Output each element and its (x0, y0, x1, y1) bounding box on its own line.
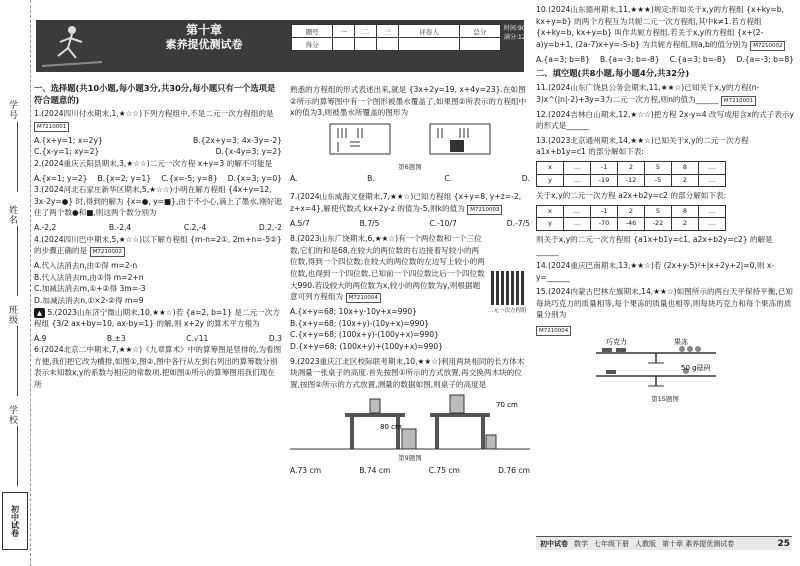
question-6-options (290, 173, 530, 185)
q1-option-b[interactable]: B.{2x+y=3; 4x-3y=-2} (193, 135, 282, 145)
t1-cell: -19 (591, 174, 618, 187)
question-11: 11.(2024山东广饶县公务会期末,11,★★☆)已知关于x,y的方程(n-3)x^(|n|-2)+3y=3为二元一次方程,则n的值为______ M7210001 (536, 82, 760, 104)
measure-80: 80 cm (380, 423, 402, 432)
t1-cell: … (564, 161, 591, 174)
t1-cell: 2 (618, 161, 645, 174)
q10-option-b[interactable]: B.{a=-3; b=-8} (599, 54, 660, 64)
t2-cell: -1 (591, 205, 618, 218)
q9-option-d[interactable]: D.76 cm (498, 465, 530, 475)
score-cell-1[interactable] (333, 38, 355, 51)
score-row-label: 得分 (292, 38, 333, 51)
q10-option-d[interactable]: D.{a=-3; b=8} (736, 54, 794, 64)
q10-option-a[interactable]: A.{a=3; b=8} (536, 54, 590, 64)
t2-cell: -46 (618, 218, 645, 231)
table-1 (536, 161, 726, 187)
question-12-text: 12.(2024吉林白山期末,12,★☆☆)把方程 2x-y=4 改写成用含x的式子表示y的形式是 (536, 109, 794, 131)
score-col-3: 三 (377, 25, 399, 38)
question-10-code: M7210002 (750, 41, 785, 51)
chapter-number: 第十章 (185, 23, 222, 37)
q8-option-b[interactable]: B.{x+y=68; (10x+y)-(10y+x)=990} (290, 318, 430, 328)
question-11-text: 11.(2024山东广饶县公务会期末,11,★★☆)已知关于x,y的方程(n-3)x^(|n|-2)+3y=3为二元一次方程,则n的值为 (536, 82, 760, 104)
t1-cell: -5 (645, 174, 672, 187)
section-fill-heading: 二、填空题(共8小题,每小题4分,共32分) (536, 68, 690, 79)
table-1-row-x (537, 161, 726, 174)
q4-option-c[interactable]: C.加减法消去m,①+②得 3m=-3 (34, 284, 146, 294)
table-1-row-y (537, 174, 726, 187)
t1-cell: … (699, 174, 726, 187)
table-2 (536, 205, 726, 231)
question-3-options (34, 222, 282, 234)
t1-cell: x (537, 161, 564, 174)
test-title: 素养提优测试卷 (165, 38, 243, 51)
question-1-code: M7210001 (34, 122, 69, 132)
question-8-text: 8.(2023山东广饶期末,6,★★☆)有一个两位数和一个三位数,它们的和是68,在较大的两位数的右边接着写较小的两位数,得到一个四位数;在较大的两位数的左边写上较小的两位数,也得到一个四位数.已知前一个四位数比后一个四位数大990.若设较大的两位数为x,较小的两位数为y,则根据题意可列方程组为 (290, 234, 485, 302)
figure-9-caption: 第9题图 (398, 454, 422, 463)
t2-cell: y (537, 218, 564, 231)
score-col-grader: 评卷人 (399, 25, 459, 38)
t1-cell: 5 (645, 161, 672, 174)
score-col-1: 一 (333, 25, 355, 38)
score-cell-total[interactable] (459, 38, 500, 51)
score-col-total: 总分 (459, 25, 500, 38)
q3-option-b[interactable]: B.-2,4 (108, 222, 132, 232)
class-label: 班级 (7, 305, 17, 325)
q3-option-c[interactable]: C.2,-4 (183, 222, 207, 232)
chapter-header (36, 20, 538, 86)
q7-option-d[interactable]: D.-7/5 (506, 218, 530, 228)
q1-option-c[interactable]: C.{x-y=1; xy=2} (34, 147, 100, 157)
q6-option-c[interactable]: C. (444, 174, 453, 184)
balance-figure (536, 336, 786, 394)
class-line (17, 326, 18, 396)
t2-cell: 5 (645, 205, 672, 218)
t2-cell: … (699, 218, 726, 231)
t1-cell: 2 (672, 174, 699, 187)
t1-cell: 8 (672, 161, 699, 174)
t1-cell: -1 (591, 161, 618, 174)
q3-option-a[interactable]: A.-2,2 (34, 222, 57, 232)
t2-cell: 2 (672, 218, 699, 231)
t1-cell: … (699, 161, 726, 174)
question-11-code: M7210001 (721, 96, 756, 106)
table-2-row-y (537, 218, 726, 231)
q2-option-c[interactable]: C.{x=-5; y=8} (161, 173, 218, 183)
footer-chapter: 第十章 素养提优测试卷 (662, 540, 735, 548)
q3-option-d[interactable]: D.2,-2 (258, 222, 282, 232)
brand-logo: 初中试卷 (2, 492, 28, 550)
question-1-options (34, 135, 282, 147)
question-4-text: 4.(2024四川巴中期末,5,★☆☆)以下解方程组 {m-n=2①, 2m+n=-5②} 的步骤正确的是 (34, 234, 282, 256)
question-2-options (34, 173, 282, 185)
question-1-options-2 (34, 146, 282, 158)
q2-option-a[interactable]: A.{x=1; y=2} (34, 173, 88, 183)
question-9-options (290, 465, 530, 477)
jelly-label: 果冻 (674, 338, 688, 347)
chocolate-label: 巧克力 (606, 338, 627, 347)
school-line (17, 426, 18, 486)
question-13: 13.(2023北京通州期末,14,★★☆)已知关于x,y的二元一次方程 a1x+b1y=c1 的部分解如下表: (536, 135, 749, 157)
student-id-line (17, 122, 18, 192)
t2-cell: -22 (645, 218, 672, 231)
q7-option-c[interactable]: C.-10/7 (429, 218, 457, 228)
question-5-tag-icon: ▲ (34, 308, 45, 318)
question-13-part-2: 关于x,y的二元一次方程 a2x+b2y=c2 的部分解如下表: (536, 191, 727, 201)
question-2: 2.(2024重庆云阳县期末,3,★☆☆)二元一次方程 x+y=3 的解不可能是 (34, 158, 273, 168)
q6-option-b[interactable]: B. (367, 174, 375, 184)
question-7-options (290, 218, 530, 230)
score-table (291, 24, 501, 51)
q4-option-a[interactable]: A.代入法消去n,由①得 m=2-n (34, 261, 138, 271)
full-score: 满分:120分 (504, 34, 536, 41)
student-id-label: 学号 (7, 100, 17, 120)
weight-label: 50 g砝码 (681, 364, 711, 373)
runner-illustration (42, 22, 102, 72)
binding-sidebar (0, 0, 31, 566)
page-footer (536, 536, 792, 550)
q2-option-d[interactable]: D.{x=3; y=0} (227, 173, 282, 183)
answer-page-ref: 答案 P63 (492, 78, 520, 86)
q6-option-a[interactable]: A. (290, 174, 298, 184)
figure-6-caption: 第6题图 (398, 162, 422, 171)
school-label: 学校 (7, 405, 17, 425)
q4-option-d[interactable]: D.加减法消去n,①×2-②得 m=9 (34, 295, 144, 305)
question-13-part-3: 则关于x,y的二元一次方程组 {a1x+b1y=c1, a2x+b2y=c2} 的解是______ (536, 234, 773, 256)
question-3: 3.(2024河北石家庄新华区期末,5,★☆☆)小明在解方程组 {4x+y=12, 3x-2y=●} 时,得到的解为 {x=●, y=■},由于不小心,滴上了墨水,刚好遮住了两个数●和■,则这两个数分别为 (34, 185, 282, 218)
t1-cell: y (537, 174, 564, 187)
t2-cell: … (564, 205, 591, 218)
question-1-text: 1.(2024四川付水期末,1,★☆☆)下列方程组中,不是二元一次方程组的是 (34, 109, 274, 119)
question-13-part-3-text: 则关于x,y的二元一次方程组 {a1x+b1y=c1, a2x+b2y=c2} 的解是 (536, 234, 773, 244)
q2-option-b[interactable]: B.{x=2; y=1} (97, 173, 152, 183)
question-1 (34, 108, 282, 132)
q9-option-c[interactable]: C.75 cm (428, 465, 460, 475)
q7-option-b[interactable]: B.7/5 (359, 218, 380, 228)
q5-option-b[interactable]: B.±3 (106, 333, 126, 343)
question-8-code: M7210004 (346, 293, 381, 303)
time-limit: 时间:90分钟 (504, 25, 538, 32)
q8-option-d[interactable]: D.{x+y=68; (100x+y)+(100y+x)=990} (290, 341, 444, 351)
question-8 (290, 233, 486, 303)
q10-option-c[interactable]: C.{a=3; b=-8} (669, 54, 727, 64)
q1-option-d[interactable]: D.{x-4y=3; y=2} (215, 147, 282, 157)
footer-edition: 人教版 (635, 540, 656, 548)
question-10-text: 10.(2024山东德州期末,11,★★★)规定:形如关于x,y的方程组 {x+ky=b, kx+y=b} 的两个方程互为共轭二元一次方程组,其中k≠1.若方程组 {x+ky=b, kx+y=b} 叫作共轭方程组.若关于x,y的方程组 {x+(2-a)y=b+1, (2a-7)x+y=-5-b} 为共轭方程组,则a,b的值分别为 (536, 5, 785, 49)
q5-option-c[interactable]: C.√11 (186, 333, 209, 343)
t2-cell: 8 (672, 205, 699, 218)
question-7-text: 7.(2024山东威海文登期末,7,★★☆)已知方程组 {x+y=8, y+z=-2, z+x=4},解使代数式 kx+2y-z 的值为-5,则k的值为 (290, 191, 522, 213)
question-7 (290, 191, 530, 215)
footer-grade: 七年级下册 (594, 540, 629, 548)
question-15-code: M7210004 (536, 326, 571, 336)
question-5-options (34, 333, 282, 345)
score-cell-grader[interactable] (399, 38, 459, 51)
question-4-code: M7210002 (90, 247, 125, 257)
q7-option-a[interactable]: A.5/7 (290, 218, 310, 228)
table-measure-figure (290, 393, 530, 453)
question-10 (536, 4, 794, 51)
question-6: 6.(2024北京二中期末,7,★★☆)《九章算术》中的算筹图是竖排的,为看图方便,我们把它改为横排,如图①,图②,图中各行从左到右列出的算筹数分别表示未知数x,y的系数与相应的常数项.把如图①所示的算筹图用我们现在所 (34, 345, 282, 390)
score-cell-3[interactable] (377, 38, 399, 51)
question-5 (34, 307, 282, 330)
question-15-code-row (536, 324, 794, 336)
t1-cell: -12 (618, 174, 645, 187)
t2-cell: … (699, 205, 726, 218)
column-3 (536, 4, 794, 406)
name-label: 姓名 (7, 205, 17, 225)
footer-subject: 数学 (574, 540, 588, 548)
score-col-number: 题号 (292, 25, 333, 38)
t2-cell: … (564, 218, 591, 231)
qr-caption: 二元一次方程组 (488, 308, 527, 314)
question-10-options (536, 54, 794, 66)
q9-option-b[interactable]: B.74 cm (359, 465, 391, 475)
t2-cell: -70 (591, 218, 618, 231)
header-title-block (134, 22, 274, 52)
score-col-2: 二 (355, 25, 377, 38)
score-cell-2[interactable] (355, 38, 377, 51)
column-1 (34, 80, 282, 394)
q6-option-d[interactable]: D. (521, 174, 530, 184)
name-line (17, 226, 18, 296)
question-15: 15.(2024内蒙古巴林左旗期末,14,★★☆)如图所示的两台天平保持平衡,已知每块巧克力的质量相等,每个果冻的质量也相等,则每块巧克力和每个果冻的质量分别为 (536, 287, 793, 320)
figure-15-caption: 第15题图 (651, 395, 679, 404)
question-12: 12.(2024吉林白山期末,12,★☆☆)把方程 2x-y=4 改写成用含x的式子表示y的形式是______ (536, 109, 794, 131)
question-5-text: 5.(2023山东济宁微山期末,10,★★☆)若 {a=2, b=1} 是二元一次方程组 {3/2 ax+by=10, ax-by=1} 的解,则 x+2y 的算术平方根为 (34, 307, 280, 329)
question-9: 9.(2023重庆江北区校际联考期末,10,★★☆)利用两块相同的长方体木块测量一张桌子的高度.首先按图①所示的方式放置,再交换两木块的位置,按图②所示的方式放置,测量的数据如图,则桌子的高度是 (290, 356, 525, 389)
exam-scope: 考试内容:二元一次方程组 (286, 78, 360, 86)
page-number: 25 (777, 539, 790, 549)
measure-70: 70 cm (496, 401, 518, 410)
footer-brand: 初中试卷 (540, 540, 568, 548)
question-6-continued: 熟悉的方程组的形式表述出来,就是 {3x+2y=19, x+4y=23}.在如图②所示的算筹图中有一个图形被墨水覆盖了,如果图②所表示的方程组中x的值为3,则被墨水所覆盖的图形为 (290, 85, 527, 118)
t1-cell: … (564, 174, 591, 187)
question-14: 14.(2024重庆巴南期末,13,★★☆)若 (2x+y-5)²+|x+2y+2|=0,则 x-y=______ (536, 261, 775, 282)
section-choice-heading: 一、选择题(共10小题,每小题3分,共30分,每小题只有一个选项是符合题意的) (34, 83, 276, 105)
qr-code-icon[interactable] (491, 271, 525, 305)
q8-option-a[interactable]: A.{x+y=68; 10x+y-10y+x=990} (290, 307, 417, 317)
t2-cell: 2 (618, 205, 645, 218)
question-7-code: M7210003 (467, 205, 502, 215)
q8-option-c[interactable]: C.{x+y=68; (100x+y)-(100y+x)=990} (290, 330, 439, 340)
t2-cell: x (537, 205, 564, 218)
counting-rods-figure (290, 122, 530, 162)
q9-option-a[interactable]: A.73 cm (290, 465, 322, 475)
table-2-row-x (537, 205, 726, 218)
question-4 (34, 234, 282, 258)
question-14-text: 14.(2024重庆巴南期末,13,★★☆)若 (2x+y-5)²+|x+2y+2|=0,则 x-y= (536, 261, 775, 282)
q5-option-d[interactable]: D.3 (268, 333, 282, 343)
q5-option-a[interactable]: A.9 (34, 333, 47, 343)
q4-option-b[interactable]: B.代入法消去m,由①得 m=2+n (34, 272, 144, 282)
q1-option-a[interactable]: A.{x+y=1; x=2y} (34, 135, 103, 145)
